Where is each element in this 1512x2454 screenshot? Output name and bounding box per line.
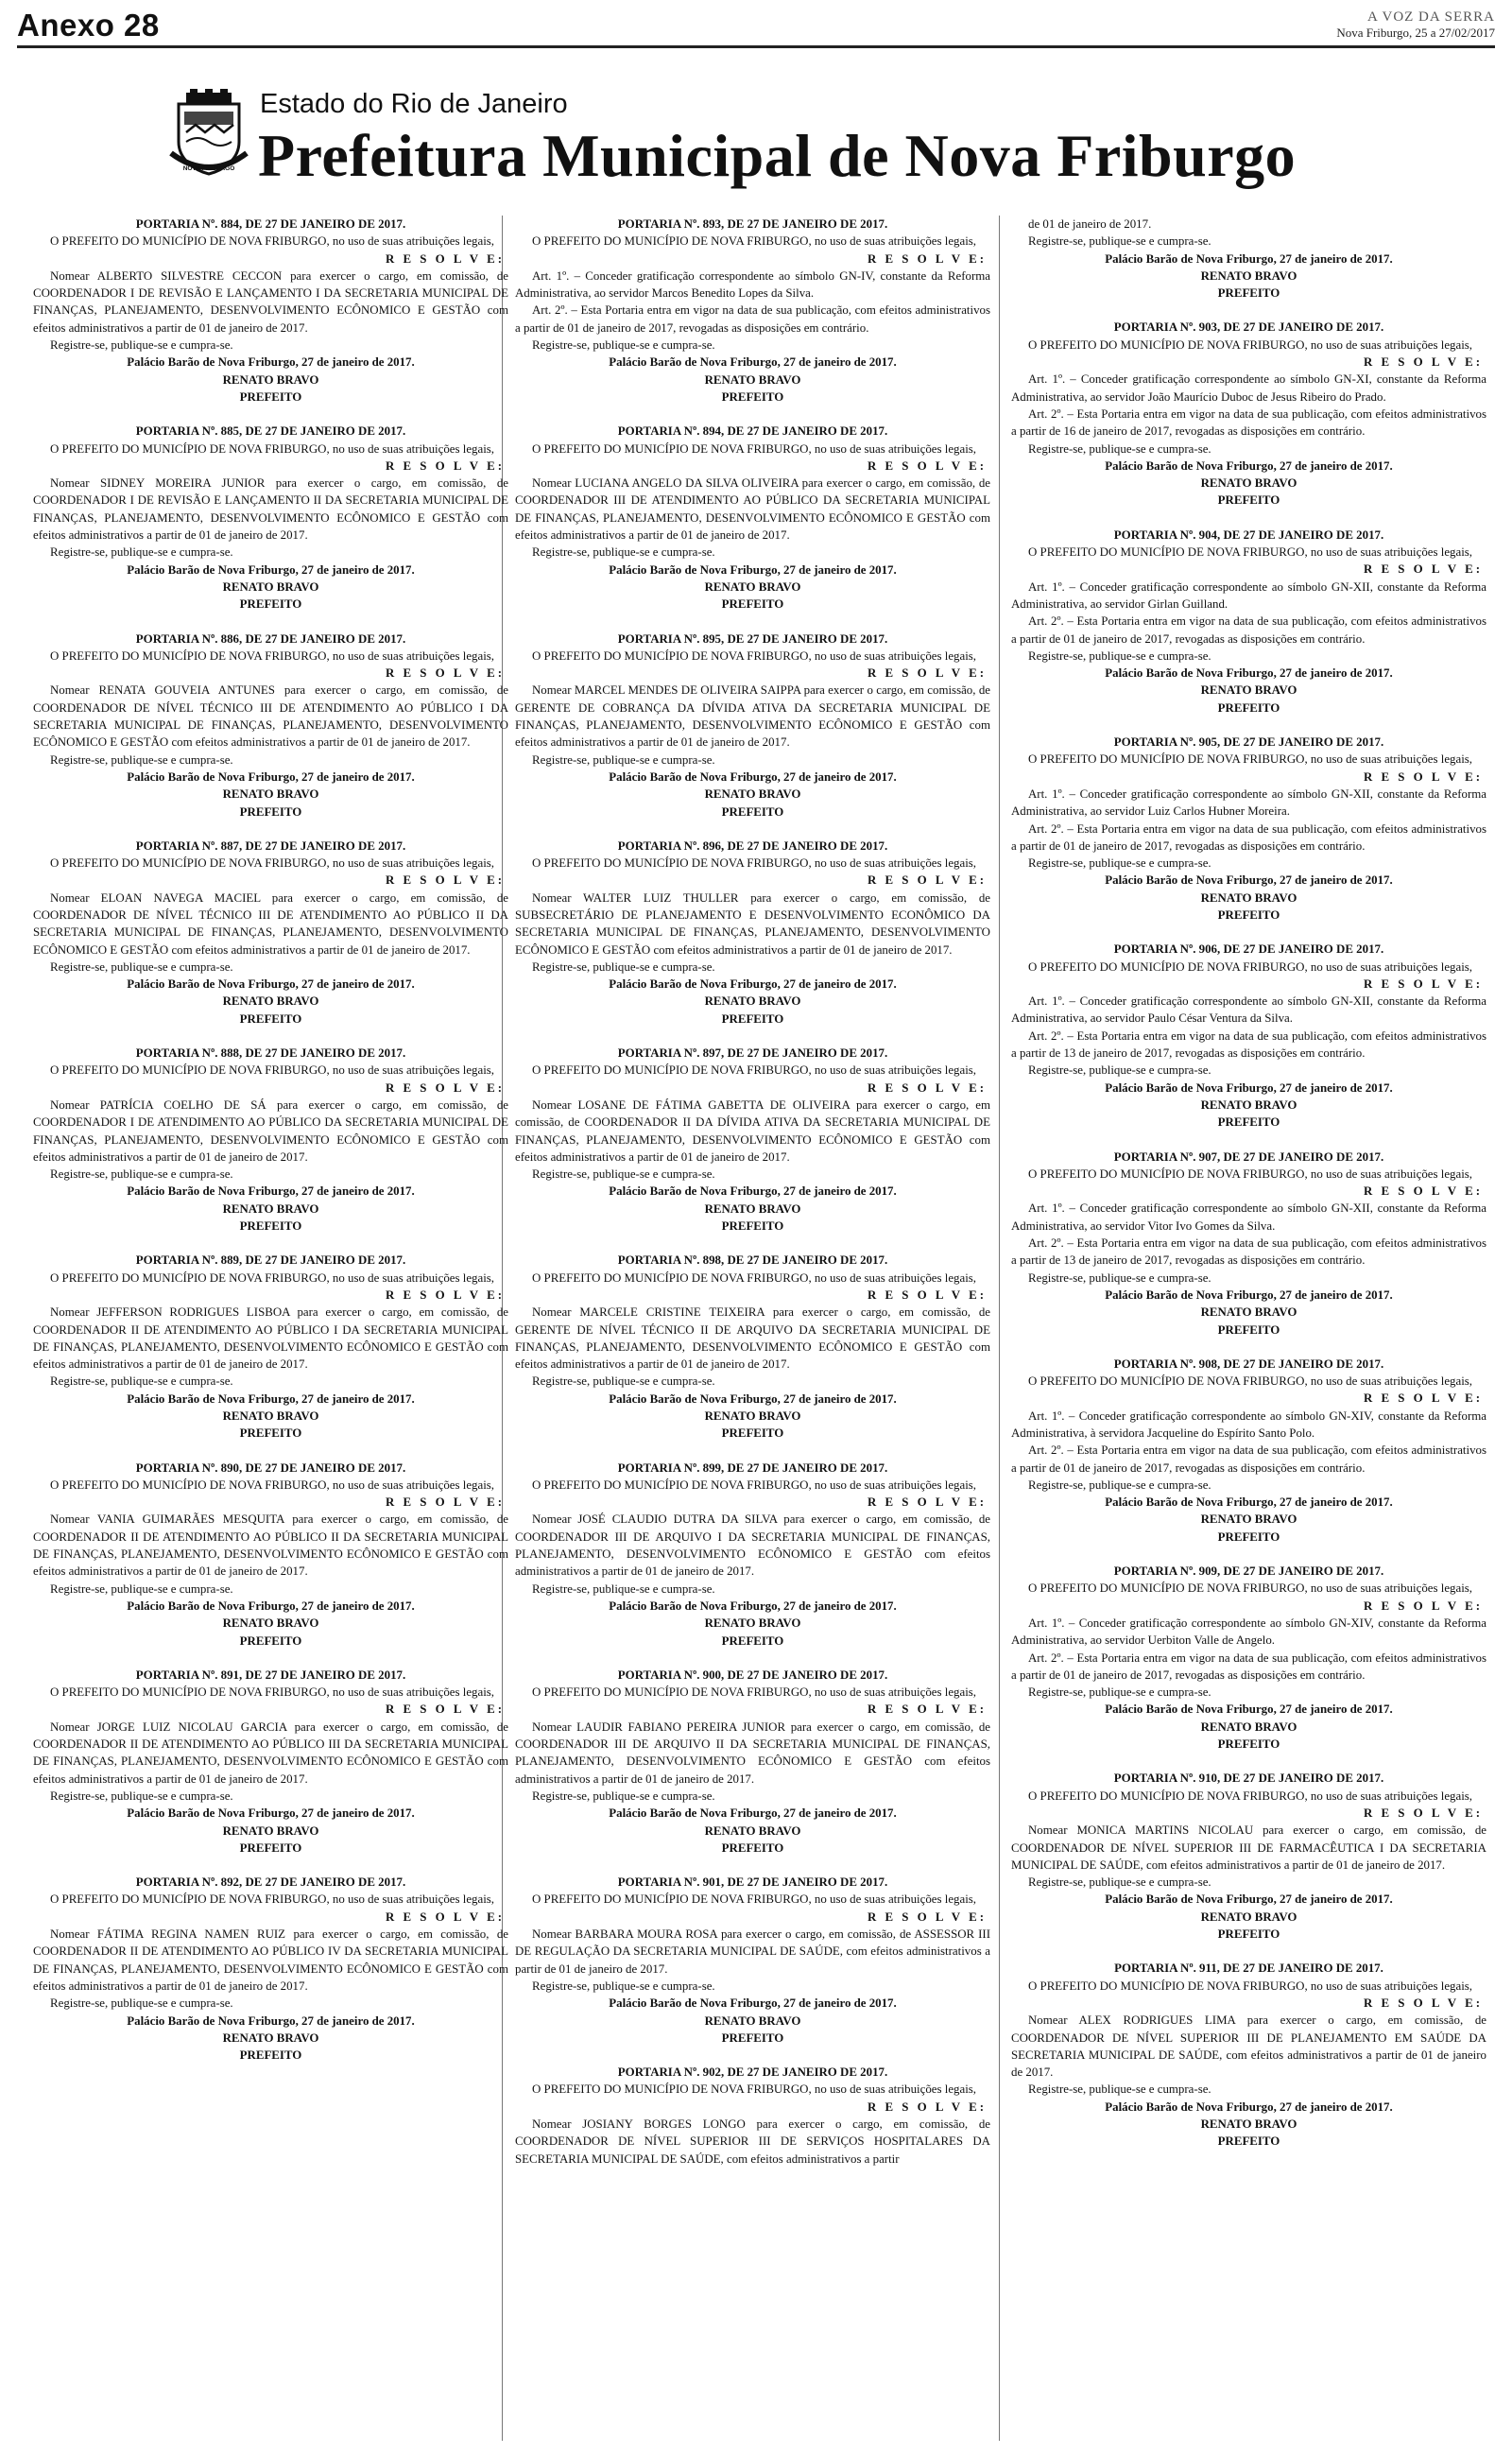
signatory-role: PREFEITO bbox=[239, 1840, 302, 1855]
portaria-body: Art. 1º. – Conceder gratificação correspondente ao símbolo GN-XI, constante da Reforma Administrativa, ao servidor João Maurício Duboc de Jesus Ribeiro do Prado. bbox=[1011, 372, 1486, 404]
signatory-role: PREFEITO bbox=[1217, 1737, 1280, 1752]
signatory-role: PREFEITO bbox=[239, 389, 302, 404]
column-1 bbox=[33, 216, 508, 2081]
portaria-intro: O PREFEITO DO MUNICÍPIO DE NOVA FRIBURGO, no uso de suas atribuições legais, bbox=[532, 1892, 977, 1907]
newspaper-name: A VOZ DA SERRA bbox=[1367, 9, 1495, 25]
portaria-body: Nomear JOSIANY BORGES LONGO para exercer o cargo, em comissão, de COORDENADOR DE NÍVEL SUPERIOR III DE SERVIÇOS HOSPITALARES DA SECRETARIA MUNICIPAL DE SAÚDE, com efeitos administrativos a partir bbox=[515, 2117, 990, 2166]
resolve-label: R E S O L V E: bbox=[867, 1910, 987, 1924]
closing-line: Registre-se, publique-se e cumpra-se. bbox=[50, 1374, 233, 1389]
portaria-block bbox=[33, 1667, 508, 1857]
resolve-label: R E S O L V E: bbox=[1363, 976, 1483, 991]
closing-line: Registre-se, publique-se e cumpra-se. bbox=[1028, 1875, 1211, 1890]
portaria-intro: O PREFEITO DO MUNICÍPIO DE NOVA FRIBURGO, no uso de suas atribuições legais, bbox=[532, 1063, 977, 1078]
signatory-name: RENATO BRAVO bbox=[222, 1201, 319, 1216]
portaria-block bbox=[33, 1460, 508, 1650]
resolve-label: R E S O L V E: bbox=[1363, 769, 1483, 784]
resolve-label: R E S O L V E: bbox=[1363, 1996, 1483, 2010]
signature-place: Palácio Barão de Nova Friburgo, 27 de janeiro de 2017. bbox=[609, 562, 897, 577]
portaria-title: PORTARIA Nº. 896, DE 27 DE JANEIRO DE 2017. bbox=[617, 838, 888, 853]
signatory-role: PREFEITO bbox=[721, 1426, 784, 1441]
signatory-name: RENATO BRAVO bbox=[704, 1616, 801, 1631]
closing-line: Registre-se, publique-se e cumpra-se. bbox=[532, 1789, 715, 1803]
closing-line: Registre-se, publique-se e cumpra-se. bbox=[532, 1167, 715, 1182]
portaria-block bbox=[33, 1252, 508, 1442]
resolve-label: R E S O L V E: bbox=[385, 1702, 505, 1717]
portaria-title: PORTARIA Nº. 887, DE 27 DE JANEIRO DE 2017. bbox=[135, 838, 406, 853]
signatory-role: PREFEITO bbox=[1217, 1927, 1280, 1942]
closing-line: Registre-se, publique-se e cumpra-se. bbox=[532, 959, 715, 974]
portaria-title: PORTARIA Nº. 894, DE 27 DE JANEIRO DE 2017. bbox=[617, 424, 888, 439]
page-header bbox=[17, 8, 1495, 48]
portaria-body: Art. 2º. – Esta Portaria entra em vigor na data de sua publicação, com efeitos administrativos a partir de 01 de janeiro de 2017, revogadas as disposições em contrário. bbox=[515, 303, 990, 335]
closing-line: Registre-se, publique-se e cumpra-se. bbox=[50, 1789, 233, 1803]
resolve-label: R E S O L V E: bbox=[1363, 355, 1483, 370]
portaria-body: Art. 1º. – Conceder gratificação correspondente ao símbolo GN-XIV, constante da Reforma Administrativa, ao servidor Uerbiton Valle de Angelo. bbox=[1011, 1616, 1486, 1648]
portaria-title: PORTARIA Nº. 901, DE 27 DE JANEIRO DE 2017. bbox=[617, 1875, 888, 1890]
signatory-name: RENATO BRAVO bbox=[704, 994, 801, 1009]
portaria-title: PORTARIA Nº. 889, DE 27 DE JANEIRO DE 2017. bbox=[135, 1253, 406, 1268]
signature-place: Palácio Barão de Nova Friburgo, 27 de janeiro de 2017. bbox=[127, 1806, 415, 1821]
portaria-title: PORTARIA Nº. 890, DE 27 DE JANEIRO DE 2017. bbox=[135, 1460, 406, 1475]
signatory-name: RENATO BRAVO bbox=[1200, 268, 1297, 283]
signatory-name: RENATO BRAVO bbox=[222, 2031, 319, 2045]
portaria-intro: O PREFEITO DO MUNICÍPIO DE NOVA FRIBURGO, no uso de suas atribuições legais, bbox=[50, 1270, 495, 1285]
signatory-role: PREFEITO bbox=[721, 597, 784, 612]
signature-place: Palácio Barão de Nova Friburgo, 27 de janeiro de 2017. bbox=[1105, 1892, 1393, 1907]
portaria-intro: O PREFEITO DO MUNICÍPIO DE NOVA FRIBURGO, no uso de suas atribuições legais, bbox=[50, 1478, 495, 1492]
resolve-label: R E S O L V E: bbox=[1363, 1806, 1483, 1820]
portaria-block bbox=[33, 838, 508, 1028]
signatory-role: PREFEITO bbox=[1217, 493, 1280, 508]
closing-line: Registre-se, publique-se e cumpra-se. bbox=[532, 1581, 715, 1596]
state-name: Estado do Rio de Janeiro bbox=[260, 89, 568, 119]
closing-line: Registre-se, publique-se e cumpra-se. bbox=[50, 1581, 233, 1596]
portaria-body: Nomear ALBERTO SILVESTRE CECCON para exercer o cargo, em comissão, de COORDENADOR I DE REVISÃO E LANÇAMENTO I DA SECRETARIA MUNICIPAL DE FINANÇAS, PLANEJAMENTO, DESENVOLVIMENTO ECÔNOMICO E GESTÃO com efeitos administrativos a partir de 01 de janeiro de 2017. bbox=[33, 268, 508, 335]
portaria-title: PORTARIA Nº. 886, DE 27 DE JANEIRO DE 2017. bbox=[135, 631, 406, 646]
portaria-intro: O PREFEITO DO MUNICÍPIO DE NOVA FRIBURGO, no uso de suas atribuições legais, bbox=[50, 856, 495, 871]
signatory-name: RENATO BRAVO bbox=[1200, 1305, 1297, 1320]
portaria-intro: O PREFEITO DO MUNICÍPIO DE NOVA FRIBURGO, no uso de suas atribuições legais, bbox=[532, 2082, 977, 2097]
resolve-label: R E S O L V E: bbox=[385, 251, 505, 266]
portaria-intro: O PREFEITO DO MUNICÍPIO DE NOVA FRIBURGO, no uso de suas atribuições legais, bbox=[50, 648, 495, 663]
portaria-block bbox=[515, 1460, 990, 1650]
resolve-label: R E S O L V E: bbox=[867, 1080, 987, 1095]
portaria-body: Art. 1º. – Conceder gratificação correspondente ao símbolo GN-XII, constante da Reforma Administrativa, ao servidor Girlan Guilland. bbox=[1011, 579, 1486, 611]
portaria-intro: O PREFEITO DO MUNICÍPIO DE NOVA FRIBURGO, no uso de suas atribuições legais, bbox=[1028, 1581, 1473, 1596]
resolve-label: R E S O L V E: bbox=[867, 251, 987, 266]
portaria-title: PORTARIA Nº. 897, DE 27 DE JANEIRO DE 2017. bbox=[617, 1046, 888, 1061]
signatory-role: PREFEITO bbox=[239, 1426, 302, 1441]
signature-place: Palácio Barão de Nova Friburgo, 27 de janeiro de 2017. bbox=[127, 562, 415, 577]
signatory-name: RENATO BRAVO bbox=[1200, 2117, 1297, 2131]
closing-line: Registre-se, publique-se e cumpra-se. bbox=[1028, 1270, 1211, 1285]
portaria-intro: O PREFEITO DO MUNICÍPIO DE NOVA FRIBURGO, no uso de suas atribuições legais, bbox=[1028, 337, 1473, 352]
portaria-intro: O PREFEITO DO MUNICÍPIO DE NOVA FRIBURGO, no uso de suas atribuições legais, bbox=[1028, 752, 1473, 767]
portaria-body: Art. 1º. – Conceder gratificação correspondente ao símbolo GN-IV, constante da Reforma Administrativa, ao servidor Marcos Benedito Lopes da Silva. bbox=[515, 268, 990, 301]
portaria-body: Art. 2º. – Esta Portaria entra em vigor na data de sua publicação, com efeitos administrativos a partir de 13 de janeiro de 2017, revogadas as disposições em contrário. bbox=[1011, 1236, 1486, 1268]
signatory-name: RENATO BRAVO bbox=[1200, 1512, 1297, 1527]
column-divider bbox=[999, 216, 1000, 2441]
signature-place: Palácio Barão de Nova Friburgo, 27 de janeiro de 2017. bbox=[1105, 1702, 1393, 1717]
portaria-intro: O PREFEITO DO MUNICÍPIO DE NOVA FRIBURGO, no uso de suas atribuições legais, bbox=[50, 1685, 495, 1700]
closing-line: Registre-se, publique-se e cumpra-se. bbox=[532, 1979, 715, 1993]
portaria-block bbox=[515, 1874, 990, 2047]
portaria-block bbox=[33, 1874, 508, 2064]
closing-line: Registre-se, publique-se e cumpra-se. bbox=[50, 545, 233, 560]
resolve-label: R E S O L V E: bbox=[867, 2100, 987, 2114]
signature-place: Palácio Barão de Nova Friburgo, 27 de janeiro de 2017. bbox=[609, 1599, 897, 1613]
city-crest-icon bbox=[165, 87, 252, 178]
signatory-role: PREFEITO bbox=[1217, 907, 1280, 922]
portaria-title: PORTARIA Nº. 911, DE 27 DE JANEIRO DE 2017. bbox=[1114, 1961, 1383, 1976]
resolve-label: R E S O L V E: bbox=[867, 666, 987, 681]
portaria-title: PORTARIA Nº. 888, DE 27 DE JANEIRO DE 2017. bbox=[135, 1046, 406, 1061]
portaria-intro: O PREFEITO DO MUNICÍPIO DE NOVA FRIBURGO, no uso de suas atribuições legais, bbox=[532, 441, 977, 456]
edition-date: Nova Friburgo, 25 a 27/02/2017 bbox=[1336, 26, 1495, 40]
signatory-name: RENATO BRAVO bbox=[222, 579, 319, 594]
signatory-name: RENATO BRAVO bbox=[704, 787, 801, 802]
signature-place: Palácio Barão de Nova Friburgo, 27 de janeiro de 2017. bbox=[127, 1391, 415, 1406]
portaria-body: Nomear JEFFERSON RODRIGUES LISBOA para exercer o cargo, em comissão, de COORDENADOR II DE ATENDIMENTO AO PÚBLICO I DA SECRETARIA MUNICIPAL DE FINANÇAS, PLANEJAMENTO, DESENVOLVIMENTO ECÔNOMICO E GESTÃO com efeitos administrativos a partir de 01 de janeiro de 2017. bbox=[33, 1305, 508, 1372]
portaria-intro: O PREFEITO DO MUNICÍPIO DE NOVA FRIBURGO, no uso de suas atribuições legais, bbox=[50, 441, 495, 456]
signature-place: Palácio Barão de Nova Friburgo, 27 de janeiro de 2017. bbox=[609, 977, 897, 992]
portaria-intro: O PREFEITO DO MUNICÍPIO DE NOVA FRIBURGO, no uso de suas atribuições legais, bbox=[1028, 1167, 1473, 1181]
signature-place: Palácio Barão de Nova Friburgo, 27 de janeiro de 2017. bbox=[127, 769, 415, 784]
portaria-body: Art. 2º. – Esta Portaria entra em vigor na data de sua publicação, com efeitos administrativos a partir de 13 de janeiro de 2017, revogadas as disposições em contrário. bbox=[1011, 1028, 1486, 1061]
signatory-name: RENATO BRAVO bbox=[222, 372, 319, 387]
closing-line: Registre-se, publique-se e cumpra-se. bbox=[1028, 648, 1211, 663]
signature-place: Palácio Barão de Nova Friburgo, 27 de janeiro de 2017. bbox=[127, 2013, 415, 2028]
portaria-intro: O PREFEITO DO MUNICÍPIO DE NOVA FRIBURGO, no uso de suas atribuições legais, bbox=[532, 1270, 977, 1285]
closing-line: Registre-se, publique-se e cumpra-se. bbox=[1028, 856, 1211, 871]
signatory-name: RENATO BRAVO bbox=[1200, 1720, 1297, 1734]
portaria-block bbox=[515, 1045, 990, 1235]
portaria-body: Nomear JORGE LUIZ NICOLAU GARCIA para exercer o cargo, em comissão, de COORDENADOR II DE ATENDIMENTO AO PÚBLICO III DA SECRETARIA MUNICIPAL DE FINANÇAS, PLANEJAMENTO, DESENVOLVIMENTO ECÔNOMICO E GESTÃO com efeitos administrativos a partir de 01 de janeiro de 2017. bbox=[33, 1720, 508, 1786]
portaria-block bbox=[1011, 216, 1486, 302]
signatory-name: RENATO BRAVO bbox=[222, 994, 319, 1009]
portaria-body: Art. 2º. – Esta Portaria entra em vigor na data de sua publicação, com efeitos administrativos a partir de 01 de janeiro de 2017, revogadas as disposições em contrário. bbox=[1011, 1650, 1486, 1682]
signatory-role: PREFEITO bbox=[239, 2048, 302, 2063]
signature-place: Palácio Barão de Nova Friburgo, 27 de janeiro de 2017. bbox=[609, 1184, 897, 1199]
portaria-block bbox=[1011, 1960, 1486, 2150]
portaria-title: PORTARIA Nº. 885, DE 27 DE JANEIRO DE 2017. bbox=[135, 424, 406, 439]
closing-line: Registre-se, publique-se e cumpra-se. bbox=[1028, 2082, 1211, 2097]
resolve-label: R E S O L V E: bbox=[385, 1910, 505, 1924]
portaria-title: PORTARIA Nº. 908, DE 27 DE JANEIRO DE 2017. bbox=[1113, 1357, 1384, 1371]
closing-line: Registre-se, publique-se e cumpra-se. bbox=[50, 752, 233, 767]
signatory-role: PREFEITO bbox=[1217, 2134, 1280, 2149]
signature-place: Palácio Barão de Nova Friburgo, 27 de janeiro de 2017. bbox=[127, 1184, 415, 1199]
masthead bbox=[165, 83, 1347, 197]
closing-line: Registre-se, publique-se e cumpra-se. bbox=[532, 752, 715, 767]
signature-place: Palácio Barão de Nova Friburgo, 27 de janeiro de 2017. bbox=[609, 1806, 897, 1821]
closing-line: Registre-se, publique-se e cumpra-se. bbox=[532, 1374, 715, 1389]
prefecture-title: Prefeitura Municipal de Nova Friburgo bbox=[258, 122, 1297, 189]
signatory-name: RENATO BRAVO bbox=[222, 1823, 319, 1838]
portaria-body: Art. 1º. – Conceder gratificação correspondente ao símbolo GN-XII, constante da Reforma Administrativa, ao servidor Vitor Ivo Gomes da Silva. bbox=[1011, 1201, 1486, 1233]
closing-line: Registre-se, publique-se e cumpra-se. bbox=[1028, 1478, 1211, 1492]
portaria-block bbox=[1011, 1356, 1486, 1546]
portaria-title: PORTARIA Nº. 903, DE 27 DE JANEIRO DE 2017. bbox=[1113, 320, 1384, 335]
portaria-block bbox=[1011, 319, 1486, 509]
signatory-role: PREFEITO bbox=[1217, 1529, 1280, 1544]
portaria-intro: O PREFEITO DO MUNICÍPIO DE NOVA FRIBURGO, no uso de suas atribuições legais, bbox=[1028, 1374, 1473, 1389]
portaria-block bbox=[1011, 941, 1486, 1131]
portaria-body: Art. 1º. – Conceder gratificação correspondente ao símbolo GN-XIV, constante da Reforma Administrativa, à servidora Jacqueline do Espírito Santo Polo. bbox=[1011, 1408, 1486, 1440]
portaria-title: PORTARIA Nº. 884, DE 27 DE JANEIRO DE 2017. bbox=[135, 217, 406, 231]
resolve-label: R E S O L V E: bbox=[867, 873, 987, 888]
signature-place: Palácio Barão de Nova Friburgo, 27 de janeiro de 2017. bbox=[127, 355, 415, 370]
resolve-label: R E S O L V E: bbox=[1363, 1391, 1483, 1406]
signatory-role: PREFEITO bbox=[721, 1633, 784, 1648]
signatory-name: RENATO BRAVO bbox=[1200, 1910, 1297, 1924]
signatory-name: RENATO BRAVO bbox=[704, 2013, 801, 2028]
portaria-intro: O PREFEITO DO MUNICÍPIO DE NOVA FRIBURGO, no uso de suas atribuições legais, bbox=[532, 1478, 977, 1492]
portaria-title: PORTARIA Nº. 907, DE 27 DE JANEIRO DE 2017. bbox=[1113, 1149, 1384, 1164]
portaria-block bbox=[33, 631, 508, 821]
signatory-name: RENATO BRAVO bbox=[704, 579, 801, 594]
signature-place: Palácio Barão de Nova Friburgo, 27 de janeiro de 2017. bbox=[1105, 1287, 1393, 1302]
portaria-block bbox=[515, 216, 990, 406]
portaria-body: Art. 1º. – Conceder gratificação correspondente ao símbolo GN-XII, constante da Reforma Administrativa, ao servidor Paulo César Ventura da Silva. bbox=[1011, 994, 1486, 1026]
portaria-intro: O PREFEITO DO MUNICÍPIO DE NOVA FRIBURGO, no uso de suas atribuições legais, bbox=[1028, 1789, 1473, 1803]
signatory-role: PREFEITO bbox=[239, 1633, 302, 1648]
closing-line: Registre-se, publique-se e cumpra-se. bbox=[50, 1167, 233, 1182]
closing-line: Registre-se, publique-se e cumpra-se. bbox=[1028, 234, 1211, 249]
portaria-intro: O PREFEITO DO MUNICÍPIO DE NOVA FRIBURGO, no uso de suas atribuições legais, bbox=[532, 234, 977, 249]
portaria-body: Nomear FÁTIMA REGINA NAMEN RUIZ para exercer o cargo, em comissão, de COORDENADOR II DE ATENDIMENTO AO PÚBLICO IV DA SECRETARIA MUNICIPAL DE FINANÇAS, PLANEJAMENTO, DESENVOLVIMENTO ECÔNOMICO E GESTÃO com efeitos administrativos a partir de 01 de janeiro de 2017. bbox=[33, 1927, 508, 1993]
portaria-body: Nomear LOSANE DE FÁTIMA GABETTA DE OLIVEIRA para exercer o cargo, em comissão, de COORDENADOR II DA DÍVIDA ATIVA DA SECRETARIA MUNICIPAL DE FINANÇAS, PLANEJAMENTO, DESENVOLVIMENTO ECÔNOMICO E GESTÃO com efeitos administrativos a partir de 01 de janeiro de 2017. bbox=[515, 1097, 990, 1164]
resolve-label: R E S O L V E: bbox=[1363, 1599, 1483, 1613]
portaria-body: Art. 2º. – Esta Portaria entra em vigor na data de sua publicação, com efeitos administrativos a partir de 01 de janeiro de 2017, revogadas as disposições em contrário. bbox=[1011, 1443, 1486, 1475]
portaria-body: Nomear PATRÍCIA COELHO DE SÁ para exercer o cargo, em comissão, de COORDENADOR I DE ATENDIMENTO AO PÚBLICO DA SECRETARIA MUNICIPAL DE FINANÇAS, PLANEJAMENTO, DESENVOLVIMENTO ECÔNOMICO E GESTÃO com efeitos administrativos a partir de 01 de janeiro de 2017. bbox=[33, 1097, 508, 1164]
portaria-block bbox=[1011, 734, 1486, 924]
signatory-name: RENATO BRAVO bbox=[1200, 476, 1297, 491]
portaria-block bbox=[515, 2064, 990, 2168]
portaria-intro: O PREFEITO DO MUNICÍPIO DE NOVA FRIBURGO, no uso de suas atribuições legais, bbox=[50, 1892, 495, 1907]
portaria-body: Nomear LUCIANA ANGELO DA SILVA OLIVEIRA para exercer o cargo, em comissão, de COORDENADOR III DE ATENDIMENTO AO PÚBLICO DA SECRETARIA MUNICIPAL DE FINANÇAS, PLANEJAMENTO, DESENVOLVIMENTO ECÔNOMICO E GESTÃO com efeitos administrativos a partir de 01 de janeiro de 2017. bbox=[515, 476, 990, 543]
portaria-intro: O PREFEITO DO MUNICÍPIO DE NOVA FRIBURGO, no uso de suas atribuições legais, bbox=[50, 1063, 495, 1078]
portaria-block bbox=[1011, 1563, 1486, 1753]
portaria-block bbox=[1011, 1770, 1486, 1943]
resolve-label: R E S O L V E: bbox=[1363, 562, 1483, 577]
resolve-label: R E S O L V E: bbox=[385, 1287, 505, 1302]
portaria-body: Nomear ALEX RODRIGUES LIMA para exercer o cargo, em comissão, de COORDENADOR DE NÍVEL SUPERIOR III DE PLANEJAMENTO EM SAÚDE DA SECRETARIA MUNICIPAL DE SAÚDE, com efeitos administrativos a partir de 01 de janeiro de 2017. bbox=[1011, 2013, 1486, 2080]
signatory-name: RENATO BRAVO bbox=[222, 1409, 319, 1423]
portaria-title: PORTARIA Nº. 891, DE 27 DE JANEIRO DE 2017. bbox=[135, 1668, 406, 1682]
signature-place: Palácio Barão de Nova Friburgo, 27 de janeiro de 2017. bbox=[609, 769, 897, 784]
signature-place: Palácio Barão de Nova Friburgo, 27 de janeiro de 2017. bbox=[1105, 2100, 1393, 2114]
portaria-intro: O PREFEITO DO MUNICÍPIO DE NOVA FRIBURGO, no uso de suas atribuições legais, bbox=[1028, 959, 1473, 974]
portaria-block bbox=[33, 423, 508, 613]
portaria-body: Nomear BARBARA MOURA ROSA para exercer o cargo, em comissão, de ASSESSOR III DE REGULAÇÃO DA SECRETARIA MUNICIPAL DE SAÚDE, com efeitos administrativos a partir de 01 de janeiro de 2017. bbox=[515, 1927, 990, 1976]
signatory-name: RENATO BRAVO bbox=[1200, 1097, 1297, 1112]
portaria-intro: O PREFEITO DO MUNICÍPIO DE NOVA FRIBURGO, no uso de suas atribuições legais, bbox=[532, 1685, 977, 1700]
resolve-label: R E S O L V E: bbox=[385, 458, 505, 473]
closing-line: Registre-se, publique-se e cumpra-se. bbox=[532, 338, 715, 353]
signatory-name: RENATO BRAVO bbox=[222, 1616, 319, 1631]
portaria-block bbox=[1011, 527, 1486, 717]
portaria-body: Nomear SIDNEY MOREIRA JUNIOR para exercer o cargo, em comissão, de COORDENADOR I DE REVISÃO E LANÇAMENTO II DA SECRETARIA MUNICIPAL DE FINANÇAS, PLANEJAMENTO, DESENVOLVIMENTO ECÔNOMICO E GESTÃO com efeitos administrativos a partir de 01 de janeiro de 2017. bbox=[33, 476, 508, 543]
closing-line: Registre-se, publique-se e cumpra-se. bbox=[50, 1996, 233, 2011]
closing-line: Registre-se, publique-se e cumpra-se. bbox=[50, 959, 233, 974]
signatory-role: PREFEITO bbox=[1217, 1322, 1280, 1337]
signatory-role: PREFEITO bbox=[1217, 286, 1280, 301]
signatory-role: PREFEITO bbox=[239, 1011, 302, 1026]
portaria-body: Art. 2º. – Esta Portaria entra em vigor na data de sua publicação, com efeitos administrativos a partir de 01 de janeiro de 2017, revogadas as disposições em contrário. bbox=[1011, 614, 1486, 646]
portaria-title: PORTARIA Nº. 900, DE 27 DE JANEIRO DE 2017. bbox=[617, 1668, 888, 1682]
column-2 bbox=[515, 216, 990, 2185]
portaria-body: Nomear WALTER LUIZ THULLER para exercer o cargo, em comissão, de SUBSECRETÁRIO DE PLANEJAMENTO E DESENVOLVIMENTO ECONÔMICO DA SECRETARIA MUNICIPAL DE FINANÇAS, PLANEJAMENTO, DESENVOLVIMENTO ECÔNOMICO E GESTÃO com efeitos administrativos a partir de 01 de janeiro de 2017. bbox=[515, 890, 990, 957]
resolve-label: R E S O L V E: bbox=[867, 1495, 987, 1510]
portaria-intro: O PREFEITO DO MUNICÍPIO DE NOVA FRIBURGO, no uso de suas atribuições legais, bbox=[1028, 545, 1473, 560]
signatory-name: RENATO BRAVO bbox=[222, 787, 319, 802]
portaria-intro: O PREFEITO DO MUNICÍPIO DE NOVA FRIBURGO, no uso de suas atribuições legais, bbox=[1028, 1979, 1473, 1993]
newspaper-info bbox=[1336, 9, 1495, 41]
portaria-block bbox=[515, 423, 990, 613]
portaria-title: PORTARIA Nº. 902, DE 27 DE JANEIRO DE 2017. bbox=[617, 2065, 888, 2080]
portaria-body: Nomear MARCEL MENDES DE OLIVEIRA SAIPPA para exercer o cargo, em comissão, de GERENTE DE COBRANÇA DA DÍVIDA ATIVA DA SECRETARIA MUNICIPAL DE FINANÇAS, PLANEJAMENTO, DESENVOLVIMENTO ECÔNOMICO E GESTÃO com efeitos administrativos a partir de 01 de janeiro de 2017. bbox=[515, 683, 990, 750]
portaria-title: PORTARIA Nº. 895, DE 27 DE JANEIRO DE 2017. bbox=[617, 631, 888, 646]
portaria-block bbox=[515, 631, 990, 821]
signature-place: Palácio Barão de Nova Friburgo, 27 de janeiro de 2017. bbox=[1105, 1495, 1393, 1510]
resolve-label: R E S O L V E: bbox=[385, 1080, 505, 1095]
portaria-title: PORTARIA Nº. 893, DE 27 DE JANEIRO DE 2017. bbox=[617, 217, 888, 231]
signature-place: Palácio Barão de Nova Friburgo, 27 de janeiro de 2017. bbox=[609, 355, 897, 370]
signatory-role: PREFEITO bbox=[721, 1219, 784, 1234]
signatory-name: RENATO BRAVO bbox=[704, 1823, 801, 1838]
portaria-body: Nomear LAUDIR FABIANO PEREIRA JUNIOR para exercer o cargo, em comissão, de COORDENADOR III DE ARQUIVO II DA SECRETARIA MUNICIPAL DE FINANÇAS, PLANEJAMENTO, DESENVOLVIMENTO ECÔNOMICO E GESTÃO com efeitos administrativos a partir de 01 de janeiro de 2017. bbox=[515, 1720, 990, 1786]
portaria-title: PORTARIA Nº. 906, DE 27 DE JANEIRO DE 2017. bbox=[1113, 942, 1384, 957]
signatory-name: RENATO BRAVO bbox=[1200, 890, 1297, 905]
resolve-label: R E S O L V E: bbox=[1363, 1184, 1483, 1199]
portaria-block bbox=[515, 838, 990, 1028]
portaria-block bbox=[515, 1667, 990, 1857]
signature-place: Palácio Barão de Nova Friburgo, 27 de janeiro de 2017. bbox=[1105, 666, 1393, 681]
signatory-role: PREFEITO bbox=[239, 1219, 302, 1234]
signatory-role: PREFEITO bbox=[239, 597, 302, 612]
signatory-role: PREFEITO bbox=[721, 1011, 784, 1026]
signatory-role: PREFEITO bbox=[1217, 1115, 1280, 1130]
signatory-name: RENATO BRAVO bbox=[704, 372, 801, 387]
portaria-body: Nomear JOSÉ CLAUDIO DUTRA DA SILVA para exercer o cargo, em comissão, de COORDENADOR III DE ARQUIVO I DA SECRETARIA MUNICIPAL DE FINANÇAS, PLANEJAMENTO, DESENVOLVIMENTO ECÔNOMICO E GESTÃO com efeitos administrativos a partir de 01 de janeiro de 2017. bbox=[515, 1512, 990, 1579]
resolve-label: R E S O L V E: bbox=[867, 1287, 987, 1302]
portaria-title: PORTARIA Nº. 892, DE 27 DE JANEIRO DE 2017. bbox=[135, 1875, 406, 1890]
portaria-body: Art. 2º. – Esta Portaria entra em vigor na data de sua publicação, com efeitos administrativos a partir de 16 de janeiro de 2017, revogadas as disposições em contrário. bbox=[1011, 406, 1486, 439]
signatory-role: PREFEITO bbox=[721, 804, 784, 819]
signatory-name: RENATO BRAVO bbox=[1200, 683, 1297, 698]
portaria-body: Nomear VANIA GUIMARÃES MESQUITA para exercer o cargo, em comissão, de COORDENADOR II DE ATENDIMENTO AO PÚBLICO II DA SECRETARIA MUNICIPAL DE FINANÇAS, PLANEJAMENTO, DESENVOLVIMENTO ECÔNOMICO E GESTÃO com efeitos administrativos a partir de 01 de janeiro de 2017. bbox=[33, 1512, 508, 1579]
portaria-body: Nomear ELOAN NAVEGA MACIEL para exercer o cargo, em comissão, de COORDENADOR DE NÍVEL TÉCNICO III DE ATENDIMENTO AO PÚBLICO II DA SECRETARIA MUNICIPAL DE FINANÇAS, PLANEJAMENTO, DESENVOLVIMENTO ECÔNOMICO E GESTÃO com efeitos administrativos a partir de 01 de janeiro de 2017. bbox=[33, 890, 508, 957]
signatory-role: PREFEITO bbox=[721, 1840, 784, 1855]
portaria-block bbox=[515, 1252, 990, 1442]
closing-line: Registre-se, publique-se e cumpra-se. bbox=[1028, 441, 1211, 456]
portaria-title: PORTARIA Nº. 910, DE 27 DE JANEIRO DE 2017. bbox=[1113, 1771, 1384, 1786]
portaria-intro: O PREFEITO DO MUNICÍPIO DE NOVA FRIBURGO, no uso de suas atribuições legais, bbox=[50, 234, 495, 249]
signature-place: Palácio Barão de Nova Friburgo, 27 de janeiro de 2017. bbox=[609, 1391, 897, 1406]
signature-place: Palácio Barão de Nova Friburgo, 27 de janeiro de 2017. bbox=[127, 1599, 415, 1613]
portaria-intro: O PREFEITO DO MUNICÍPIO DE NOVA FRIBURGO, no uso de suas atribuições legais, bbox=[532, 856, 977, 871]
portaria-body: Art. 1º. – Conceder gratificação correspondente ao símbolo GN-XII, constante da Reforma Administrativa, ao servidor Luiz Carlos Hubner Moreira. bbox=[1011, 786, 1486, 819]
resolve-label: R E S O L V E: bbox=[385, 873, 505, 888]
resolve-label: R E S O L V E: bbox=[867, 458, 987, 473]
portaria-body: de 01 de janeiro de 2017. bbox=[1028, 217, 1152, 231]
signature-place: Palácio Barão de Nova Friburgo, 27 de janeiro de 2017. bbox=[1105, 873, 1393, 888]
closing-line: Registre-se, publique-se e cumpra-se. bbox=[50, 338, 233, 353]
signatory-role: PREFEITO bbox=[1217, 700, 1280, 715]
signature-place: Palácio Barão de Nova Friburgo, 27 de janeiro de 2017. bbox=[1105, 1080, 1393, 1095]
portaria-title: PORTARIA Nº. 905, DE 27 DE JANEIRO DE 2017. bbox=[1113, 735, 1384, 750]
portaria-block bbox=[33, 216, 508, 406]
portaria-title: PORTARIA Nº. 899, DE 27 DE JANEIRO DE 2017. bbox=[617, 1460, 888, 1475]
portaria-title: PORTARIA Nº. 909, DE 27 DE JANEIRO DE 2017. bbox=[1113, 1564, 1384, 1579]
closing-line: Registre-se, publique-se e cumpra-se. bbox=[1028, 1063, 1211, 1078]
signatory-role: PREFEITO bbox=[721, 389, 784, 404]
signatory-name: RENATO BRAVO bbox=[704, 1409, 801, 1423]
closing-line: Registre-se, publique-se e cumpra-se. bbox=[1028, 1685, 1211, 1700]
svg-text:NOVA FRIBURGO: NOVA FRIBURGO bbox=[182, 165, 235, 172]
resolve-label: R E S O L V E: bbox=[385, 666, 505, 681]
signatory-name: RENATO BRAVO bbox=[704, 1201, 801, 1216]
portaria-body: Nomear MONICA MARTINS NICOLAU para exercer o cargo, em comissão, de COORDENADOR DE NÍVEL SUPERIOR III DE FARMACÊUTICA I DA SECRETARIA MUNICIPAL DE SAÚDE, com efeitos administrativos a partir de 01 de janeiro de 2017. bbox=[1011, 1823, 1486, 1872]
closing-line: Registre-se, publique-se e cumpra-se. bbox=[532, 545, 715, 560]
signatory-role: PREFEITO bbox=[721, 2031, 784, 2045]
signature-place: Palácio Barão de Nova Friburgo, 27 de janeiro de 2017. bbox=[1105, 251, 1393, 266]
signature-place: Palácio Barão de Nova Friburgo, 27 de janeiro de 2017. bbox=[609, 1996, 897, 2011]
signatory-role: PREFEITO bbox=[239, 804, 302, 819]
portaria-body: Nomear RENATA GOUVEIA ANTUNES para exercer o cargo, em comissão, de COORDENADOR DE NÍVEL TÉCNICO III DE ATENDIMENTO AO PÚBLICO I DA SECRETARIA MUNICIPAL DE FINANÇAS, PLANEJAMENTO, DESENVOLVIMENTO ECÔNOMICO E GESTÃO com efeitos administrativos a partir de 01 de janeiro de 2017. bbox=[33, 683, 508, 750]
portaria-block bbox=[33, 1045, 508, 1235]
portaria-title: PORTARIA Nº. 904, DE 27 DE JANEIRO DE 2017. bbox=[1113, 527, 1384, 542]
signature-place: Palácio Barão de Nova Friburgo, 27 de janeiro de 2017. bbox=[127, 977, 415, 992]
annex-label: Anexo 28 bbox=[17, 8, 160, 43]
signature-place: Palácio Barão de Nova Friburgo, 27 de janeiro de 2017. bbox=[1105, 458, 1393, 473]
portaria-title: PORTARIA Nº. 898, DE 27 DE JANEIRO DE 2017. bbox=[617, 1253, 888, 1268]
portaria-body: Art. 2º. – Esta Portaria entra em vigor na data de sua publicação, com efeitos administrativos a partir de 01 de janeiro de 2017, revogadas as disposições em contrário. bbox=[1011, 821, 1486, 853]
resolve-label: R E S O L V E: bbox=[867, 1702, 987, 1717]
portaria-intro: O PREFEITO DO MUNICÍPIO DE NOVA FRIBURGO, no uso de suas atribuições legais, bbox=[532, 648, 977, 663]
portaria-body: Nomear MARCELE CRISTINE TEIXEIRA para exercer o cargo, em comissão, de GERENTE DE NÍVEL TÉCNICO II DE ARQUIVO DA SECRETARIA MUNICIPAL DE FINANÇAS, PLANEJAMENTO, DESENVOLVIMENTO ECÔNOMICO E GESTÃO com efeitos administrativos a partir de 01 de janeiro de 2017. bbox=[515, 1305, 990, 1372]
resolve-label: R E S O L V E: bbox=[385, 1495, 505, 1510]
column-3 bbox=[1011, 216, 1486, 2168]
portaria-block bbox=[1011, 1149, 1486, 1339]
